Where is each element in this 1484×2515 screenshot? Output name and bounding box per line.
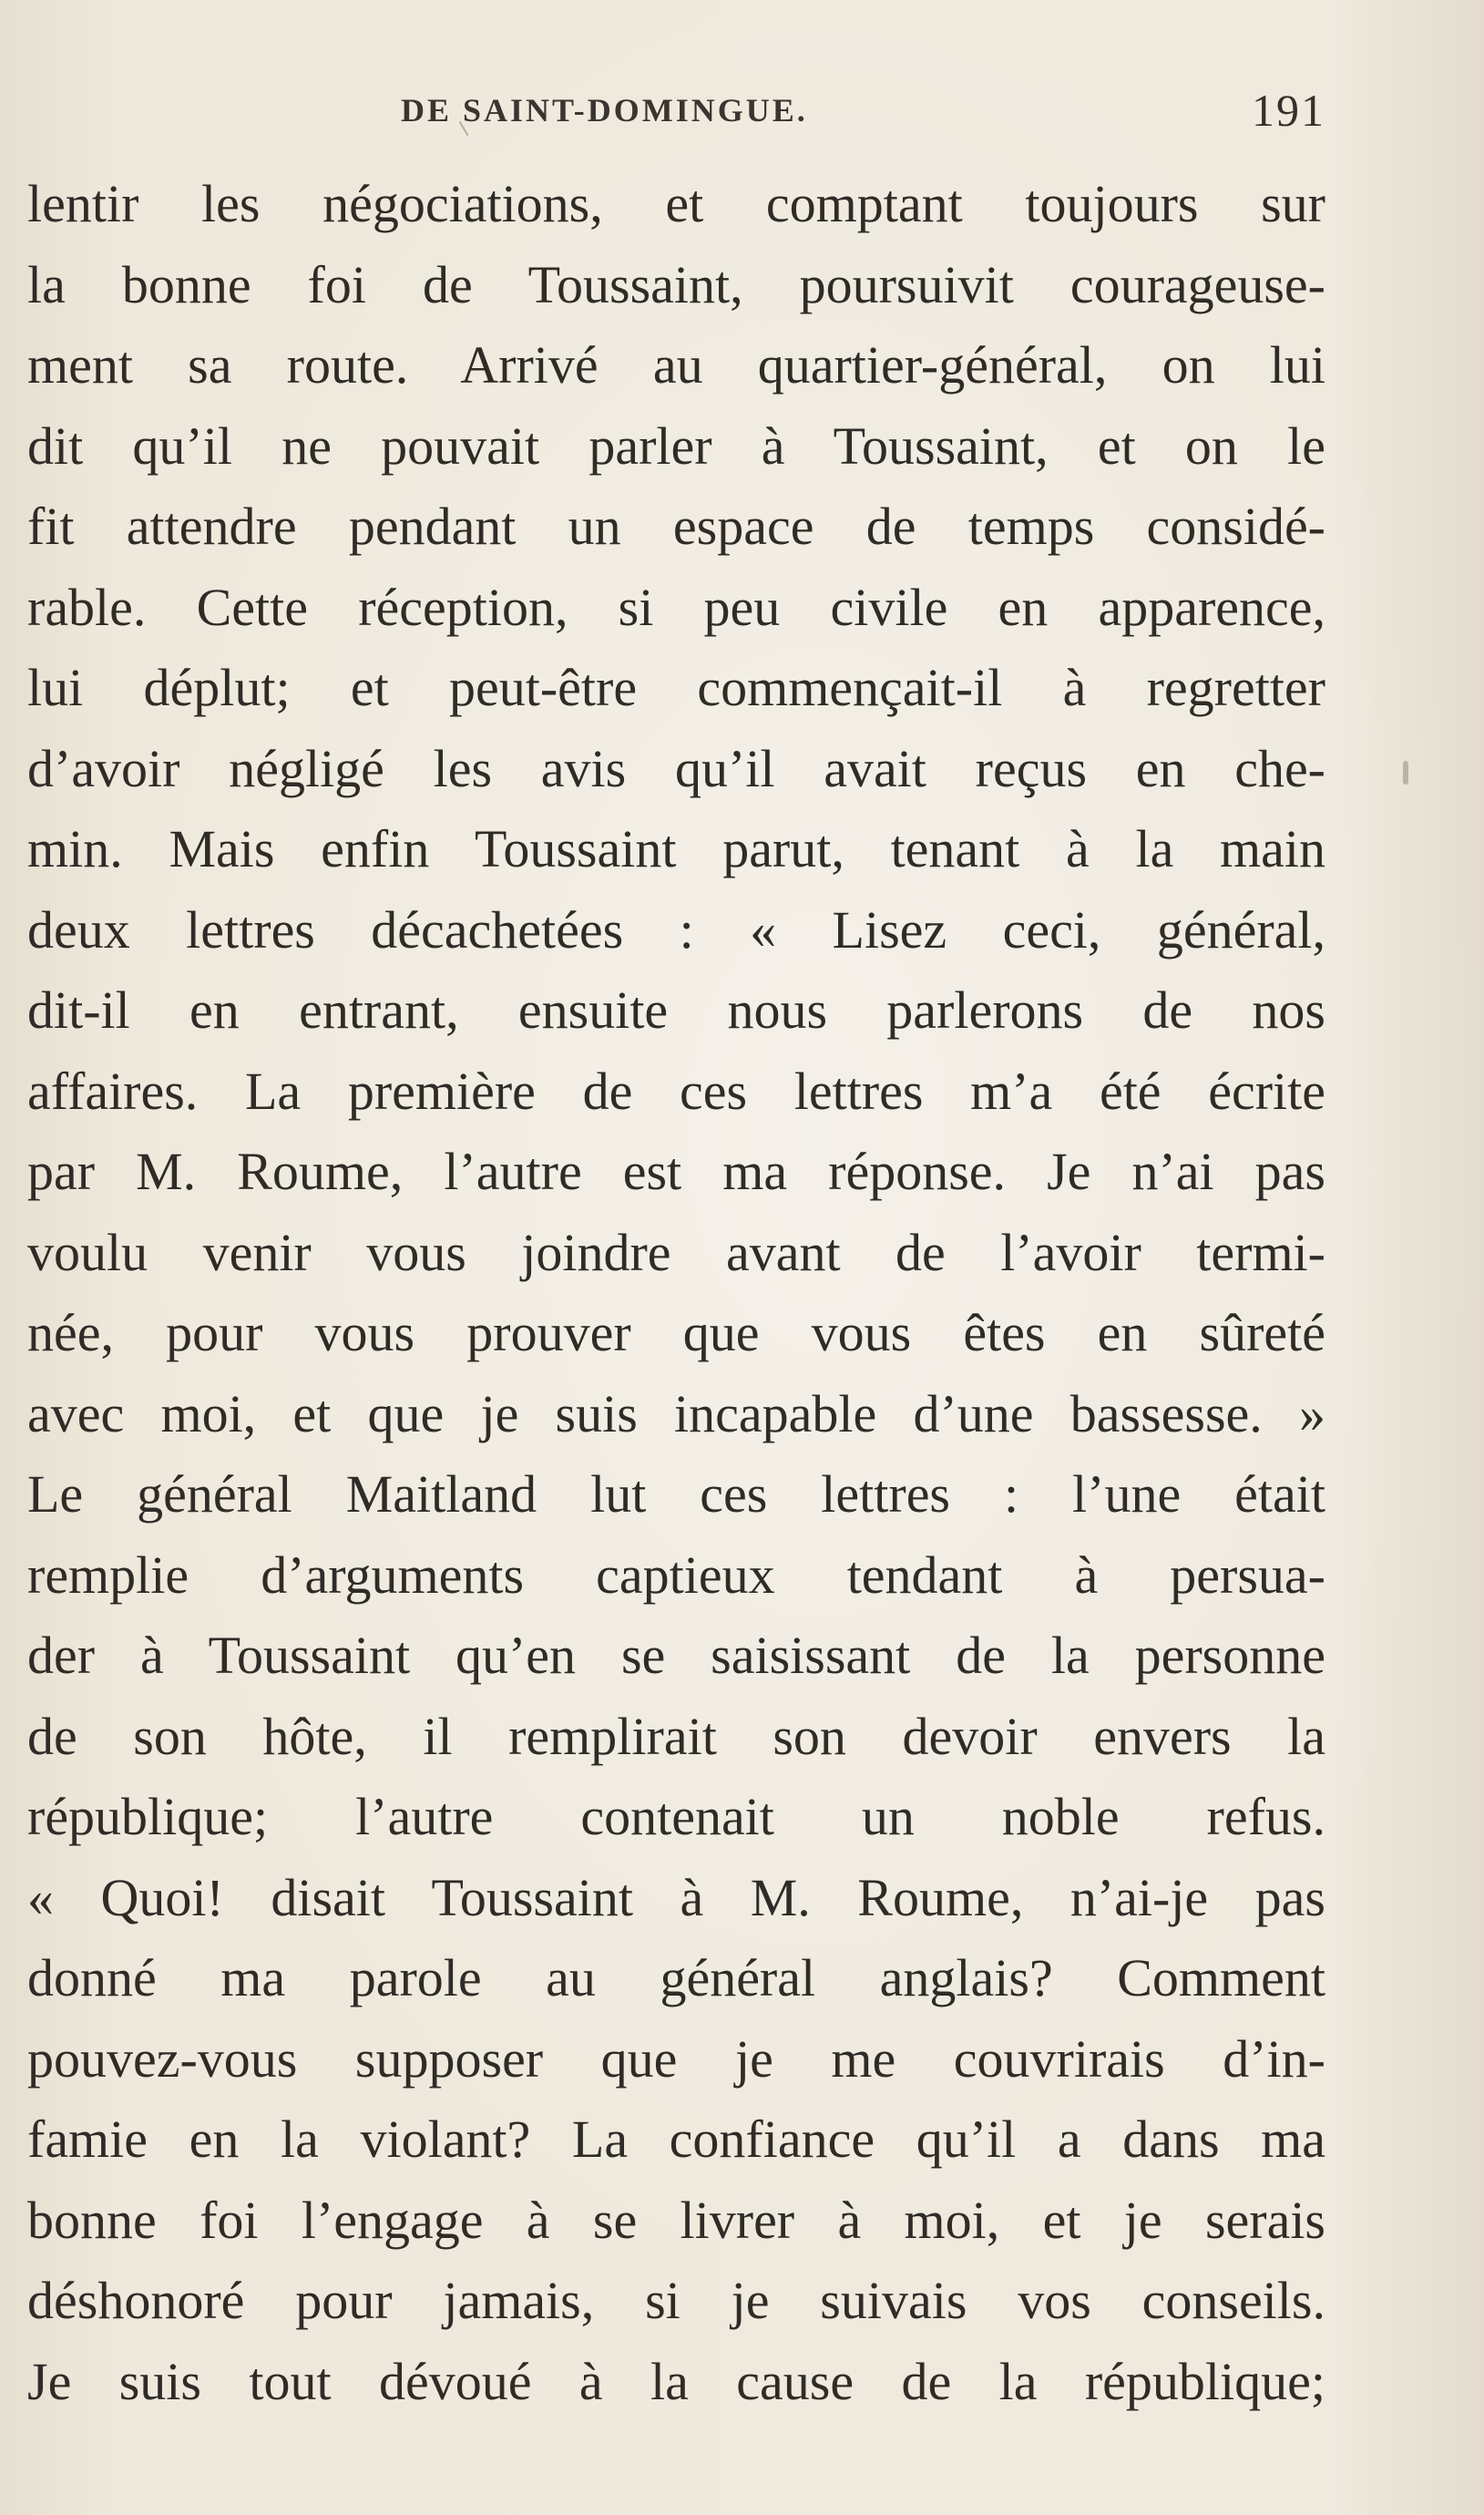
text-line: la bonne foi de Toussaint, poursuivit courageuse- — [27, 254, 1325, 314]
text-line: Le général Maitland lut ces lettres : l’une était — [27, 1464, 1325, 1524]
body-text — [27, 164, 1325, 2422]
text-line: donné ma parole au général anglais? Comment — [27, 1948, 1325, 2007]
text-line: bonne foi l’engage à se livrer à moi, et je serais — [27, 2190, 1325, 2250]
text-line: par M. Roume, l’autre est ma réponse. Je n’ai pas — [27, 1142, 1325, 1201]
text-line: famie en la violant? La confiance qu’il a dans ma — [27, 2110, 1325, 2169]
text-line: min. Mais enfin Toussaint parut, tenant à la main — [27, 819, 1325, 878]
text-line: lui déplut; et peut-être commençait-il à regretter — [27, 658, 1325, 717]
text-line: affaires. La première de ces lettres m’a été écrite — [27, 1061, 1325, 1121]
text-line: avec moi, et que je suis incapable d’une bassesse. » — [27, 1383, 1325, 1443]
text-line: fit attendre pendant un espace de temps considé- — [27, 497, 1325, 556]
text-line: dit qu’il ne pouvait parler à Toussaint, et on le — [27, 416, 1325, 476]
text-line: république; l’autre contenait un noble refus. — [27, 1787, 1325, 1846]
text-line: voulu venir vous joindre avant de l’avoir termi- — [27, 1222, 1325, 1282]
running-title: DE SAINT-DOMINGUE. — [401, 92, 808, 128]
page-header — [401, 84, 1325, 139]
text-line: déshonoré pour jamais, si je suivais vos conseils. — [27, 2271, 1325, 2330]
text-line: pouvez-vous supposer que je me couvrirais d’in- — [27, 2028, 1325, 2089]
ink-speck — [1403, 761, 1408, 785]
text-line: deux lettres décachetées : « Lisez ceci, général, — [27, 899, 1325, 960]
text-line: remplie d’arguments captieux tendant à persua- — [27, 1545, 1325, 1605]
text-line: dit-il en entrant, ensuite nous parlerons de nos — [27, 980, 1325, 1040]
text-line: lentir les négociations, et comptant toujours sur — [27, 174, 1325, 233]
text-line: rable. Cette réception, si peu civile en apparence, — [27, 577, 1325, 637]
text-line: der à Toussaint qu’en se saisissant de la personne — [27, 1626, 1325, 1685]
text-line: d’avoir négligé les avis qu’il avait reçus en che- — [27, 738, 1325, 798]
text-line: « Quoi! disait Toussaint à M. Roume, n’ai-je pas — [27, 1867, 1325, 1927]
page-number: 191 — [1252, 85, 1325, 136]
text-line: née, pour vous prouver que vous êtes en sûreté — [27, 1303, 1325, 1362]
text-line: Je suis tout dévoué à la cause de la république; — [27, 2351, 1325, 2411]
text-line: ment sa route. Arrivé au quartier-général, on lui — [27, 335, 1325, 395]
text-line: de son hôte, il remplirait son devoir envers la — [27, 1706, 1325, 1766]
